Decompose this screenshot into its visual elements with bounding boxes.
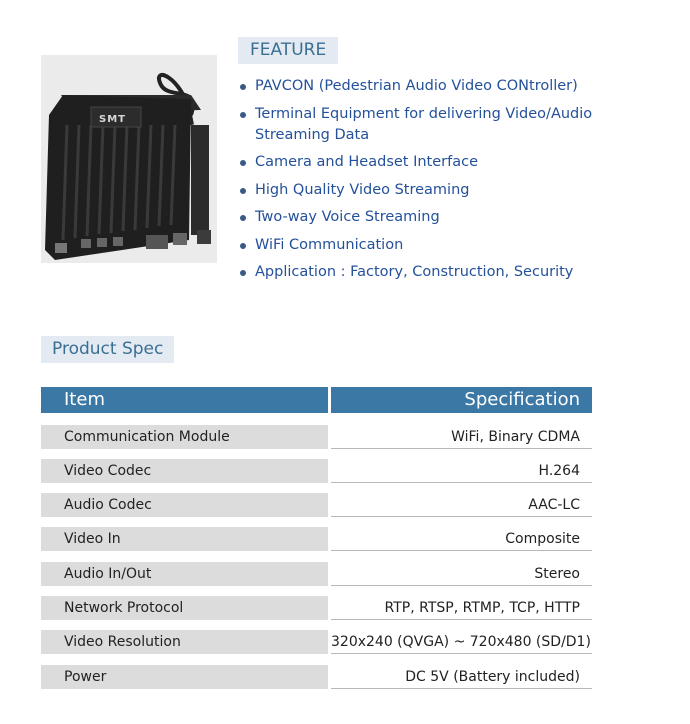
bullet-icon bbox=[240, 84, 246, 90]
spec-item-cell: Video In bbox=[41, 527, 328, 551]
table-row bbox=[41, 665, 592, 689]
spec-value-cell: Stereo bbox=[331, 562, 592, 586]
feature-text: Camera and Headset Interface bbox=[255, 154, 479, 170]
feature-text: Two-way Voice Streaming bbox=[255, 209, 440, 225]
spec-item-cell: Power bbox=[41, 665, 328, 689]
spec-value-cell: 320x240 (QVGA) ~ 720x480 (SD/D1) bbox=[331, 630, 592, 654]
table-row bbox=[41, 562, 592, 586]
spec-value-cell: DC 5V (Battery included) bbox=[331, 665, 592, 689]
feature-heading: FEATURE bbox=[238, 37, 338, 64]
feature-item bbox=[238, 152, 668, 173]
table-row bbox=[41, 425, 592, 449]
column-header-item: Item bbox=[41, 387, 328, 413]
spec-value-cell: AAC-LC bbox=[331, 493, 592, 517]
feature-item bbox=[238, 76, 668, 97]
bullet-icon bbox=[240, 243, 246, 249]
bullet-icon bbox=[240, 160, 246, 166]
spec-item-cell: Network Protocol bbox=[41, 596, 328, 620]
feature-text: WiFi Communication bbox=[255, 236, 404, 253]
feature-item bbox=[238, 262, 668, 283]
table-row bbox=[41, 630, 592, 654]
product-spec-heading: Product Spec bbox=[41, 336, 174, 363]
spec-item-cell: Audio Codec bbox=[41, 493, 328, 517]
device-label: SMT bbox=[99, 114, 126, 125]
column-header-specification: Specification bbox=[331, 387, 592, 413]
bullet-icon bbox=[240, 270, 246, 276]
bullet-icon bbox=[240, 188, 246, 194]
spec-value-cell: H.264 bbox=[331, 459, 592, 483]
spec-value-cell: WiFi, Binary CDMA bbox=[331, 425, 592, 449]
spec-item-cell: Audio In/Out bbox=[41, 562, 328, 586]
feature-text: High Quality Video Streaming bbox=[255, 181, 470, 198]
product-photo bbox=[41, 55, 217, 263]
spec-value-cell: RTP, RTSP, RTMP, TCP, HTTP bbox=[331, 596, 592, 620]
spec-table-header bbox=[41, 387, 592, 411]
bullet-icon bbox=[240, 112, 246, 118]
spec-item-cell: Video Codec bbox=[41, 459, 328, 483]
table-row bbox=[41, 596, 592, 620]
feature-item bbox=[238, 207, 668, 228]
feature-item bbox=[238, 104, 668, 146]
table-row bbox=[41, 527, 592, 551]
spec-item-cell: Communication Module bbox=[41, 425, 328, 449]
feature-item bbox=[238, 180, 668, 201]
feature-item bbox=[238, 235, 668, 256]
feature-text: Application : Factory, Construction, Security bbox=[255, 264, 574, 280]
table-row bbox=[41, 493, 592, 517]
spec-value-cell: Composite bbox=[331, 527, 592, 551]
table-row bbox=[41, 459, 592, 483]
bullet-icon bbox=[240, 215, 246, 221]
feature-text: PAVCON (Pedestrian Audio Video CONtroller) bbox=[255, 78, 578, 94]
feature-list bbox=[238, 76, 668, 290]
spec-item-cell: Video Resolution bbox=[41, 630, 328, 654]
feature-text: Terminal Equipment for delivering Video/Audio Streaming Data bbox=[255, 105, 593, 143]
